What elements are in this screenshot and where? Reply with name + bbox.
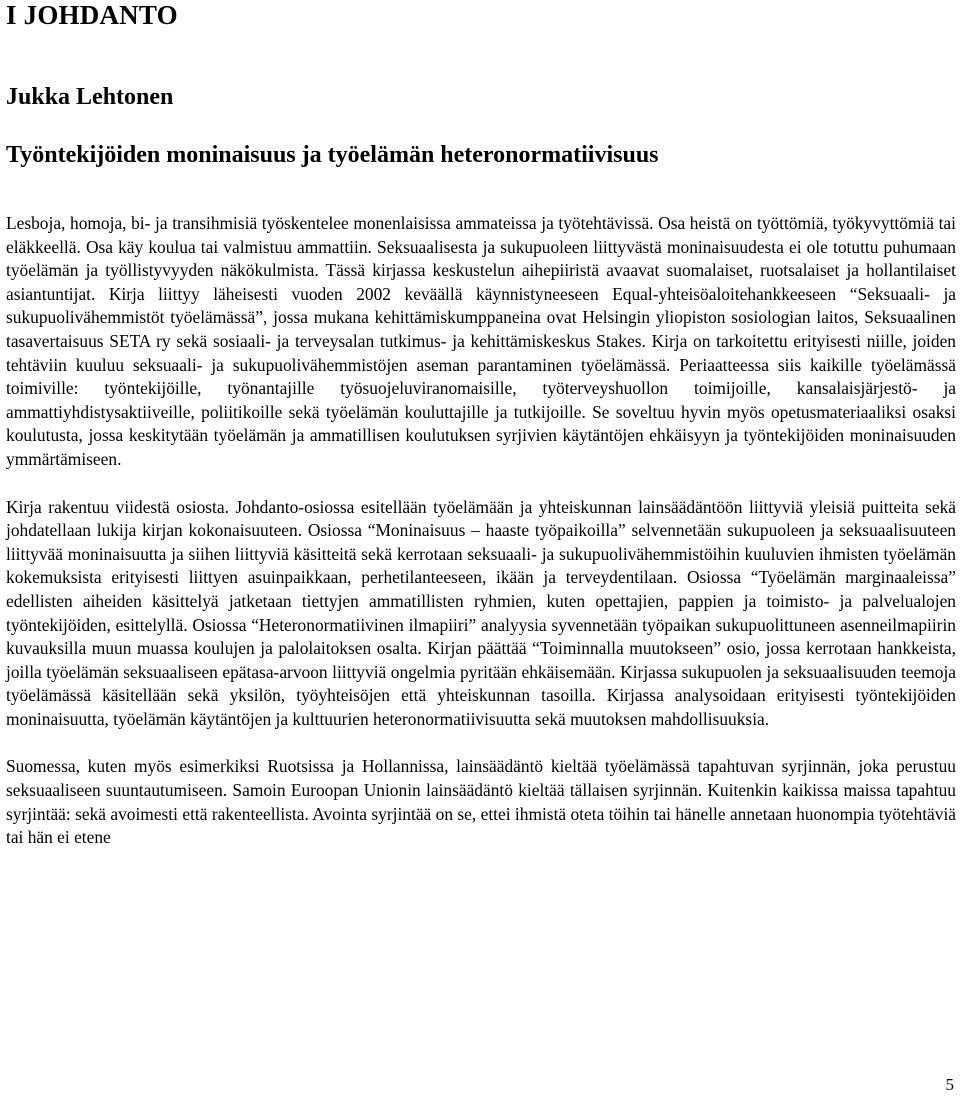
- document-page: [6, 0, 956, 850]
- chapter-heading: I JOHDANTO: [6, 0, 178, 30]
- article-title: Työntekijöiden moninaisuus ja työelämän heteronormatiivisuus: [6, 142, 659, 168]
- paragraph-2: Kirja rakentuu viidestä osiosta. Johdanto-osiossa esitellään työelämään ja yhteiskunnan lainsäädäntöön liittyviä yleisiä puitteita sekä johdatellaan lukija kirjan kokonaisuuteen. Osiossa “Moninaisuus – haaste työpaikoilla” selvennetään sukupuoleen ja seksuaalisuuteen liittyvää moninaisuutta ja siihen liittyviä käsitteitä sekä kerrotaan seksuaali- ja sukupuolivähemmistöihin kuuluvien ihmisten työelämän kokemuksista erityisesti liittyen asuinpaikkaan, perhetilanteeseen, ikään ja terveydentilaan. Osiossa “Työelämän marginaaleissa” edellisten aiheiden käsittelyä jatketaan tiettyjen ammatillisten ryhmien, kuten opettajien, pappien ja toimisto- ja palvelualojen työntekijöiden, esittelyllä. Osiossa “Heteronormatiivinen ilmapiiri” analyysia syvennetään työpaikan sukupuolittuneen asenneilmapiirin kuvauksilla muun muassa koulujen ja palolaitoksen osalta. Kirjan päättää “Toiminnalla muutokseen” osio, jossa kerrotaan hankkeista, joilla työelämän seksuaaliseen epätasa-arvoon liittyviä ongelmia pyritään ehkäisemään. Kirjassa sukupuolen ja seksuaalisuuden teemoja työelämässä käsitellään sekä yksilön, työyhteisöjen että yhteiskunnan tasoilla. Kirjassa analysoidaan erityisesti työntekijöiden moninaisuutta, työelämän käytäntöjen ja kulttuurien heteronormatiivisuutta sekä muutoksen mahdollisuuksia.: [6, 496, 956, 729]
- paragraph-3: Suomessa, kuten myös esimerkiksi Ruotsissa ja Hollannissa, lainsäädäntö kieltää työelämässä tapahtuvan syrjinnän, joka perustuu seksuaaliseen suuntautumiseen. Samoin Euroopan Unionin lainsäädäntö kieltää tällaisen syrjinnän. Kuitenkin kaikissa maissa tapahtuu syrjintää: sekä avoimesti että rakenteellista. Avointa syrjintää on se, ettei ihmistä oteta töihin tai hänelle annetaan huonompia työtehtäviä tai hän ei etene: [6, 756, 956, 848]
- author-name: Jukka Lehtonen: [6, 84, 174, 110]
- paragraph-1: Lesboja, homoja, bi- ja transihmisiä työskentelee monenlaisissa ammateissa ja työtehtävissä. Osa heistä on työttömiä, työkyvyttömiä tai eläkkeellä. Osa käy koulua tai valmistuu ammattiin. Seksuaalisesta ja sukupuoleen liittyvästä moninaisuudesta ei ole totuttu puhumaan työelämän ja työllistyvyyden näkökulmista. Tässä kirjassa keskustelun aihepiiristä avaavat suomalaiset, ruotsalaiset ja hollantilaiset asiantuntijat. Kirja liittyy läheisesti vuoden 2002 keväällä käynnistyneeseen Equal-yhteisöaloitehankkeeseen “Seksuaali- ja sukupuolivähemmistöt työelämässä”, jossa mukana kehittämiskumppaneina ovat Helsingin yliopiston sosiologian laitos, Seksuaalinen tasavertaisuus SETA ry sekä sosiaali- ja terveysalan tutkimus- ja kehittämiskeskus Stakes. Kirja on tarkoitettu erityisesti niille, joiden tehtäviin kuuluu seksuaali- ja sukupuolivähemmistöjen aseman parantaminen työelämässä. Periaatteessa siis kaikille työelämässä toimiville: työntekijöille, työnantajille työsuojeluviranomaisille, työterveyshuollon toimijoille, kansalaisjärjestö- ja ammattiyhdistysaktiiveille, poliitikoille sekä työelämän kouluttajille ja tutkijoille. Se soveltuu hyvin myös opetusmateriaaliksi osaksi koulutusta, jossa keskitytään työelämän ja ammatillisen koulutuksen syrjivien käytäntöjen ehkäisyyn ja työntekijöiden moninaisuuden ymmärtämiseen.: [6, 213, 956, 469]
- page-number: 5: [945, 1075, 954, 1094]
